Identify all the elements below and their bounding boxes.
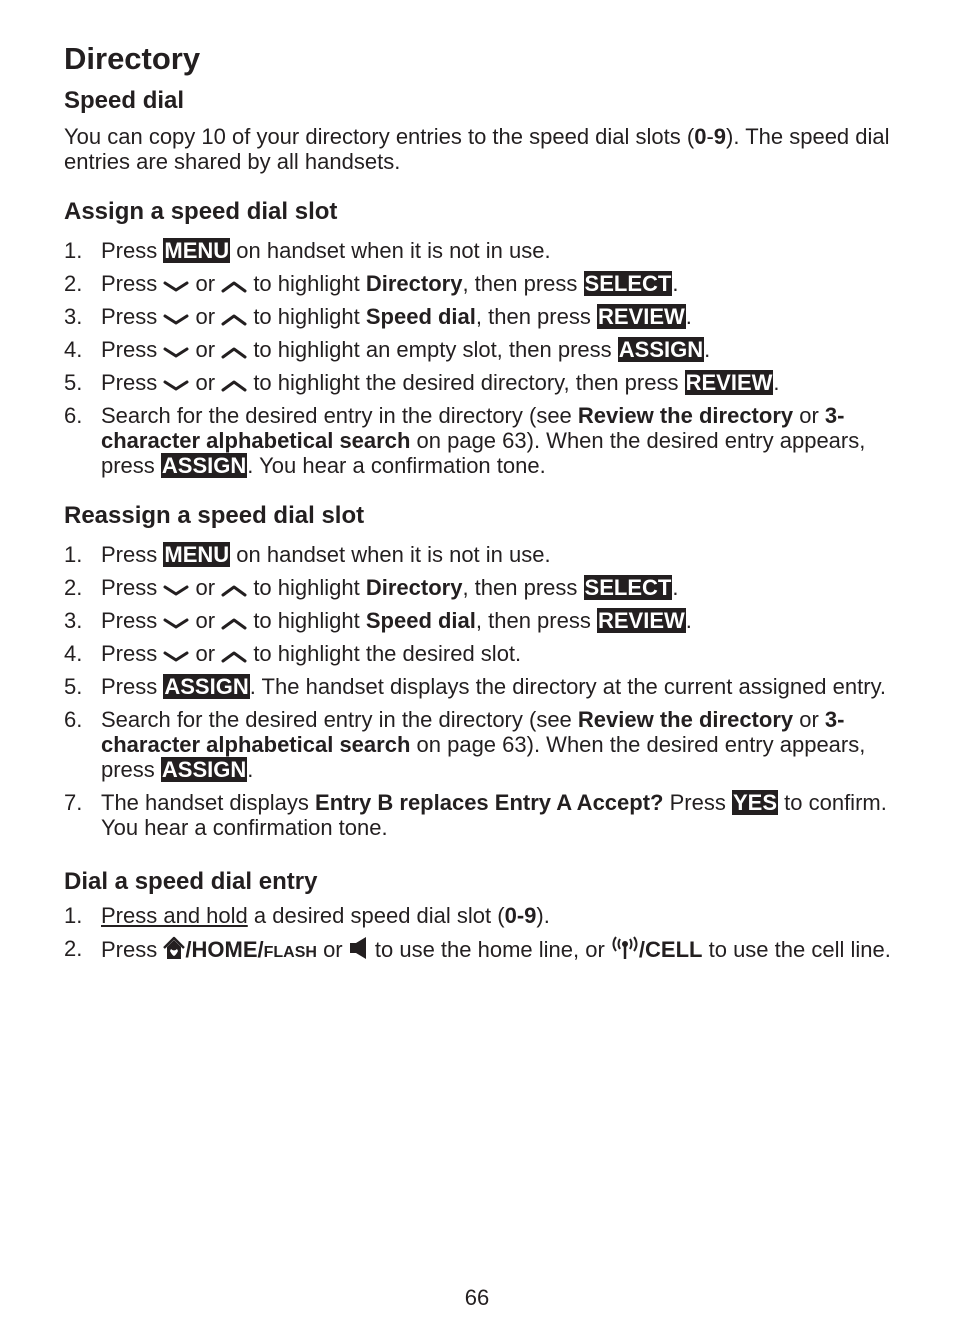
page-number: 66 [464, 1285, 490, 1310]
down-arrow-icon [163, 584, 189, 598]
down-arrow-icon [163, 650, 189, 664]
up-arrow-icon [221, 313, 247, 327]
review-directory-ref: Review the directory [577, 707, 794, 732]
down-arrow-icon [163, 346, 189, 360]
select-key: SELECT [584, 271, 672, 296]
up-arrow-icon [221, 617, 247, 631]
yes-key: YES [732, 790, 778, 815]
section-heading-reassign: Reassign a speed dial slot [64, 502, 365, 529]
page-title: Directory [64, 41, 201, 76]
list-item: 7. The handset displays Entry B replaces Entry A Accept? Press YES to confirm. You hear a confirmation tone. [64, 790, 887, 840]
list-item: 4. Press or to highlight the desired slot. [64, 641, 522, 666]
down-arrow-icon [163, 617, 189, 631]
speaker-icon [349, 936, 369, 960]
cell-signal-icon [611, 936, 639, 960]
list-item: 6. Search for the desired entry in the directory (see Review the directory or 3-character alphabetical search on page 63). When the desired entry appears, press ASSIGN. You hear a confirmation tone. [64, 403, 866, 478]
list-item: 4. Press or to highlight an empty slot, then press ASSIGN. [64, 337, 711, 362]
down-arrow-icon [163, 379, 189, 393]
section-heading-dial: Dial a speed dial entry [64, 868, 318, 895]
menu-key: MENU [164, 542, 230, 567]
section-heading-assign: Assign a speed dial slot [64, 198, 338, 225]
list-item: 1. Press MENU on handset when it is not in use. [64, 542, 551, 567]
dial-steps [64, 903, 894, 965]
list-item: 3. Press or to highlight Speed dial, then press REVIEW. [64, 608, 692, 633]
review-key: REVIEW [597, 608, 685, 633]
list-item: 2. Press or to highlight Directory, then press SELECT. [64, 271, 679, 296]
down-arrow-icon [163, 280, 189, 294]
reassign-steps [64, 542, 894, 840]
review-directory-ref: Review the directory [577, 403, 794, 428]
up-arrow-icon [221, 650, 247, 664]
list-item: 6. Search for the desired entry in the directory (see Review the directory or 3-character alphabetical search on page 63). When the desired entry appears, press ASSIGN. [64, 707, 866, 782]
review-key: REVIEW [597, 304, 685, 329]
screen-prompt: Entry B replaces Entry A Accept? [315, 790, 664, 815]
up-arrow-icon [221, 280, 247, 294]
up-arrow-icon [221, 584, 247, 598]
section-heading-speed-dial: Speed dial [64, 87, 185, 114]
assign-steps [64, 238, 894, 478]
list-item: 1. Press and hold a desired speed dial slot (0-9). [64, 903, 550, 928]
list-item: 3. Press or to highlight Speed dial, then press REVIEW. [64, 304, 692, 329]
review-key: REVIEW [685, 370, 773, 395]
up-arrow-icon [221, 379, 247, 393]
assign-key: ASSIGN [618, 337, 704, 362]
intro-paragraph: You can copy 10 of your directory entries to the speed dial slots (0-9). The speed dial entries are shared by all handsets. [64, 124, 890, 174]
down-arrow-icon [163, 313, 189, 327]
list-item: 2. Press /HOME/FLASH or to use the home line, or /CELL to use the cell line. [64, 936, 891, 962]
assign-key: ASSIGN [161, 453, 247, 478]
assign-key: ASSIGN [161, 757, 247, 782]
list-item: 5. Press ASSIGN. The handset displays the directory at the current assigned entry. [64, 674, 887, 699]
select-key: SELECT [584, 575, 672, 600]
home-icon [163, 936, 185, 960]
alpha-search-ref: 3-character alphabetical search [101, 403, 845, 453]
up-arrow-icon [221, 346, 247, 360]
alpha-search-ref: 3-character alphabetical search [101, 707, 845, 757]
list-item: 1. Press MENU on handset when it is not in use. [64, 238, 551, 263]
list-item: 2. Press or to highlight Directory, then press SELECT. [64, 575, 679, 600]
list-item: 5. Press or to highlight the desired directory, then press REVIEW. [64, 370, 780, 395]
menu-key: MENU [164, 238, 230, 263]
assign-key: ASSIGN [164, 674, 249, 699]
page [64, 40, 894, 973]
